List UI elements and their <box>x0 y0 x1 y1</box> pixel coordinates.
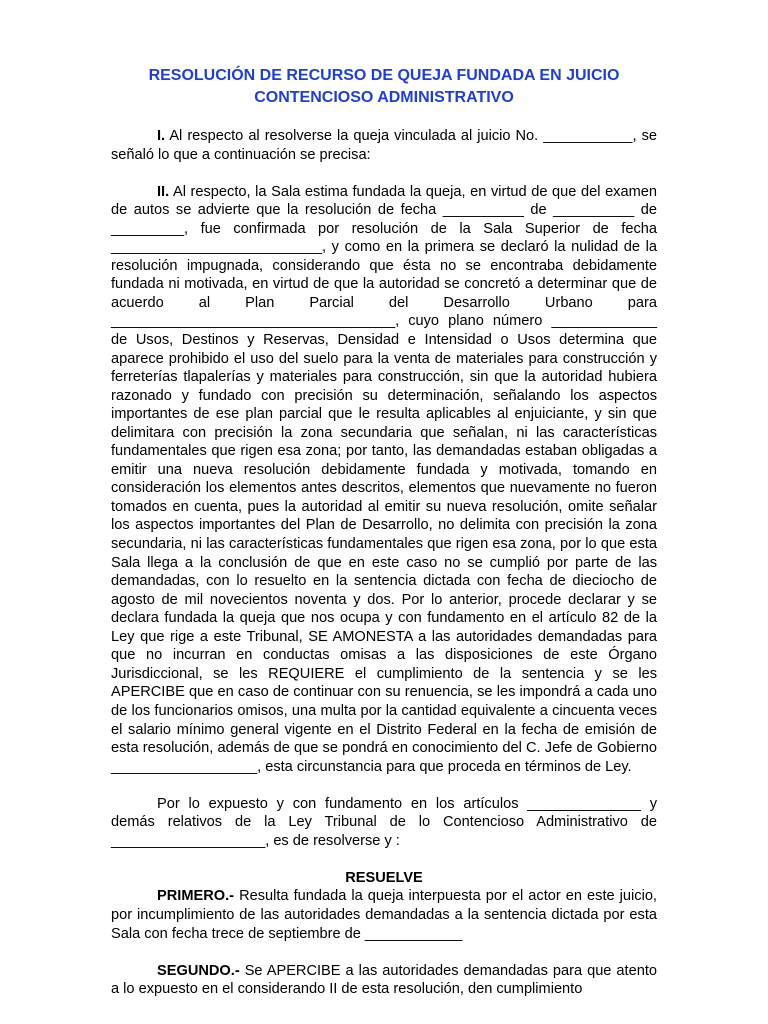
segundo-text: Se APERCIBE a las autoridades demandadas para que atento a lo expuesto en el considerando II de esta resolución, den cumplimiento <box>111 962 657 998</box>
paragraph-1 <box>111 127 657 164</box>
title-line-1: RESOLUCIÓN DE RECURSO DE QUEJA FUNDADA EN JUICIO <box>148 67 620 84</box>
document-body <box>111 127 657 999</box>
document-title <box>90 65 678 109</box>
primero-text: Resulta fundada la queja interpuesta por el actor en este juicio, por incumplimiento de las autoridades demandadas a la sentencia dictada por esta Sala con fecha trece de septiembre de ____________ <box>111 888 657 942</box>
paragraph-2-text: Al respecto, la Sala estima fundada la queja, en virtud de que del examen de autos se advierte que la resolución de fecha __________ de __________ de _________, fue confirmada por resolución de la Sala Superior de fecha __________________________, y como en la primera se declaró la nulidad de la resolución impugnada, considerando que ésta no se encontraba debidamente fundada ni motivada, en virtud de que la autoridad se concretó a determinar que de acuerdo al Plan Parcial del Desarrollo Urbano para ___________________________________, cuyo plano número _____________ de Usos, Destinos y Reservas, Densidad e Intensidad o Usos determina que aparece prohibido el uso del suelo para la venta de materiales para construcción y ferreterías tlapalerías y materiales para construcción, sin que la autoridad hubiera razonado y fundado con precisión su determinación, señalando los aspectos importantes de ese plan parcial que le resulta aplicables al enjuiciante, y sin que delimitara con precisión la zona secundaria que señalan, ni las características fundamentales que rigen esa zona; por tanto, las demandadas estaban obligadas a emitir una nueva resolución debidamente fundada y motivada, tomando en consideración los elementos antes descritos, elementos que nuevamente no fueron tomados en cuenta, pues la autoridad al emitir su nueva resolución, omite señalar los aspectos importantes del Plan de Desarrollo, no delimita con precisión la zona secundaria, ni las características fundamentales que rigen esa zona, por lo que esta Sala llega a la conclusión de que en este caso no se cumplió por parte de las demandadas, con lo resuelto en la sentencia dictada con fecha de dieciocho de agosto de mil novecientos noventa y dos. Por lo anterior, procede declarar y se declara fundada la queja que nos ocupa y con fundamento en el artículo 82 de la Ley que rige a este Tribunal, SE AMONESTA a las autoridades demandadas para que no incurran en conductas omisas a las disposiciones de este Órgano Jurisdiccional, se les REQUIERE el cumplimiento de la sentencia y se les APERCIBE que en caso de continuar con su renuencia, se les impondrá a cada uno de los funcionarios omisos, una multa por la cantidad equivalente a cincuenta veces el salario mínimo general vigente en el Distrito Federal en la fecha de emisión de esta resolución, además de que se pondrá en conocimiento del C. Jefe de Gobierno __________________, esta circunstancia para que proceda en términos de Ley. <box>111 183 657 775</box>
paragraph-1-label: I. <box>157 128 166 144</box>
title-line-2: CONTENCIOSO ADMINISTRATIVO <box>254 89 514 106</box>
segundo-label: SEGUNDO.- <box>157 962 240 979</box>
paragraph-2 <box>111 183 657 777</box>
resuelve-heading: RESUELVE <box>345 869 423 886</box>
paragraph-3: Por lo expuesto y con fundamento en los artículos ______________ y demás relativos de la Ley Tribunal de lo Contencioso Administrativo de ___________________, es de resolverse y : <box>111 795 657 849</box>
primero-label: PRIMERO.- <box>157 888 235 905</box>
paragraph-1-text: Al respecto al resolverse la queja vinculada al juicio No. ___________, se señaló lo que a continuación se precisa: <box>111 128 657 163</box>
resolutivo-primero <box>111 887 657 943</box>
resolutivo-segundo <box>111 962 657 999</box>
paragraph-2-label: II. <box>157 183 170 200</box>
